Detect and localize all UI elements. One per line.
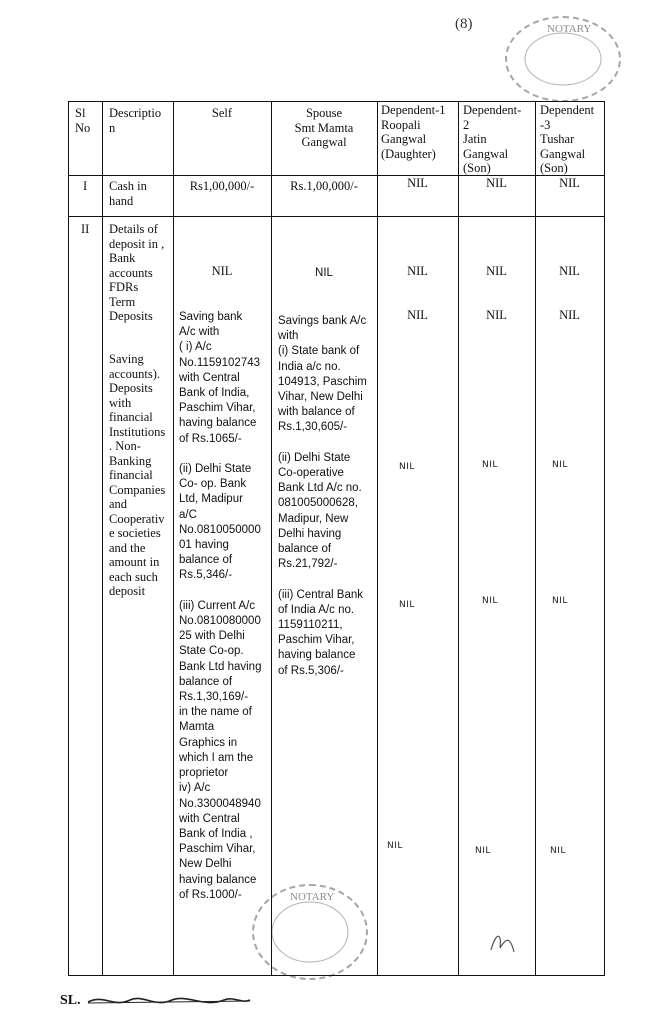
row2-spouse-details: Savings bank A/c with (i) State bank of India a/c no. 104913, Paschim Vihar, New Delhi with balance of Rs.1,30,605/- (ii) Delhi State Co-operative Bank Ltd A/c no. 081005000628, Madipur, New Delhi having balance of Rs.21,792/- (iii) Central Bank of India A/c no. 1159110211, Paschim Vihar, having balance of Rs.5,306/- — [278, 315, 367, 677]
row1-dependent-1: NIL — [407, 176, 428, 190]
col-divider — [102, 102, 103, 975]
handwritten-nil: NIL — [552, 460, 568, 470]
row2-sl: II — [81, 222, 90, 236]
footer-serial — [60, 992, 254, 1010]
row2-dep3-nil-a: NIL — [559, 264, 580, 278]
notary-seal-icon — [507, 18, 619, 100]
header-dependent-2: Dependent- 2 Jatin Gangwal (Son) — [463, 103, 522, 175]
col-divider — [173, 102, 174, 975]
col-divider — [377, 102, 378, 975]
stamp-top-text: NOTARY — [547, 23, 592, 35]
header-sl-no: Sl No — [75, 106, 91, 135]
row2-self-nil: NIL — [211, 264, 233, 278]
notary-stamp-top — [505, 16, 621, 102]
handwritten-nil: NIL — [387, 841, 403, 851]
handwritten-nil: NIL — [552, 596, 568, 606]
row1-self: Rs1,00,000/- — [189, 179, 255, 193]
row2-dep1-nil-b: NIL — [407, 308, 428, 322]
signature-scribble-icon — [488, 930, 518, 956]
header-dependent-1: Dependent-1 Roopali Gangwal (Daughter) — [381, 103, 446, 161]
footer-label: SL. — [60, 993, 81, 1009]
row1-description: Cash in hand — [109, 179, 147, 208]
handwritten-nil: NIL — [475, 846, 491, 856]
signature-initials — [488, 930, 518, 961]
row2-description-top: Details of deposit in , Bank accounts FDRs Term Deposits — [109, 222, 165, 323]
handwritten-nil: NIL — [550, 846, 566, 856]
page-number: (8) — [455, 16, 473, 32]
row2-self-details: Saving bank A/c with ( i) A/c No.1159102743 with Central Bank of India, Paschim Vihar, having balance of Rs.1065/- (ii) Delhi State Co- op. Bank Ltd, Madipur a/C No.0810050000 01 having balance of Rs.5,346/- (iii) Current A/c No.0810080000 25 with Delhi State Co-op. Bank Ltd having balance of Rs.1,30,169/- in the name of Mamta Graphics in which I am the proprietor iv) A/c No.3300048940 with Central Bank of India , Paschim Vihar, New Delhi having balance of Rs.1000/- — [179, 311, 262, 901]
handwritten-nil: NIL — [482, 596, 498, 606]
row2-description-bottom: Saving accounts). Deposits with financial Institutions . Non- Banking financial Companies and Cooperativ e societies and the amount in each such deposit — [109, 352, 166, 598]
header-description: Descriptio n — [109, 106, 162, 135]
handwritten-nil: NIL — [482, 460, 498, 470]
stamp-bottom-text: NOTARY — [290, 891, 335, 903]
row2-spouse-nil: NIL — [315, 267, 333, 279]
handwritten-nil: NIL — [399, 600, 415, 610]
col-divider — [458, 102, 459, 975]
row1-spouse: Rs.1,00,000/- — [290, 179, 358, 193]
row2-dep1-nil-a: NIL — [407, 264, 428, 278]
row-divider — [69, 216, 604, 217]
row2-dep2-nil-b: NIL — [486, 308, 507, 322]
row1-dependent-2: NIL — [486, 176, 507, 190]
handwritten-nil: NIL — [399, 462, 415, 472]
header-self: Self — [211, 106, 233, 120]
row2-dep3-nil-b: NIL — [559, 308, 580, 322]
row1-dependent-3: NIL — [559, 176, 580, 190]
col-divider — [271, 102, 272, 975]
row2-dep2-nil-a: NIL — [486, 264, 507, 278]
handwritten-serial-scribble-icon — [84, 992, 254, 1010]
header-dependent-3: Dependent -3 Tushar Gangwal (Son) — [540, 103, 595, 175]
header-spouse: Spouse Smt Mamta Gangwal — [294, 106, 354, 149]
assets-table — [68, 101, 605, 976]
col-divider — [535, 102, 536, 975]
row1-sl: I — [83, 179, 88, 193]
